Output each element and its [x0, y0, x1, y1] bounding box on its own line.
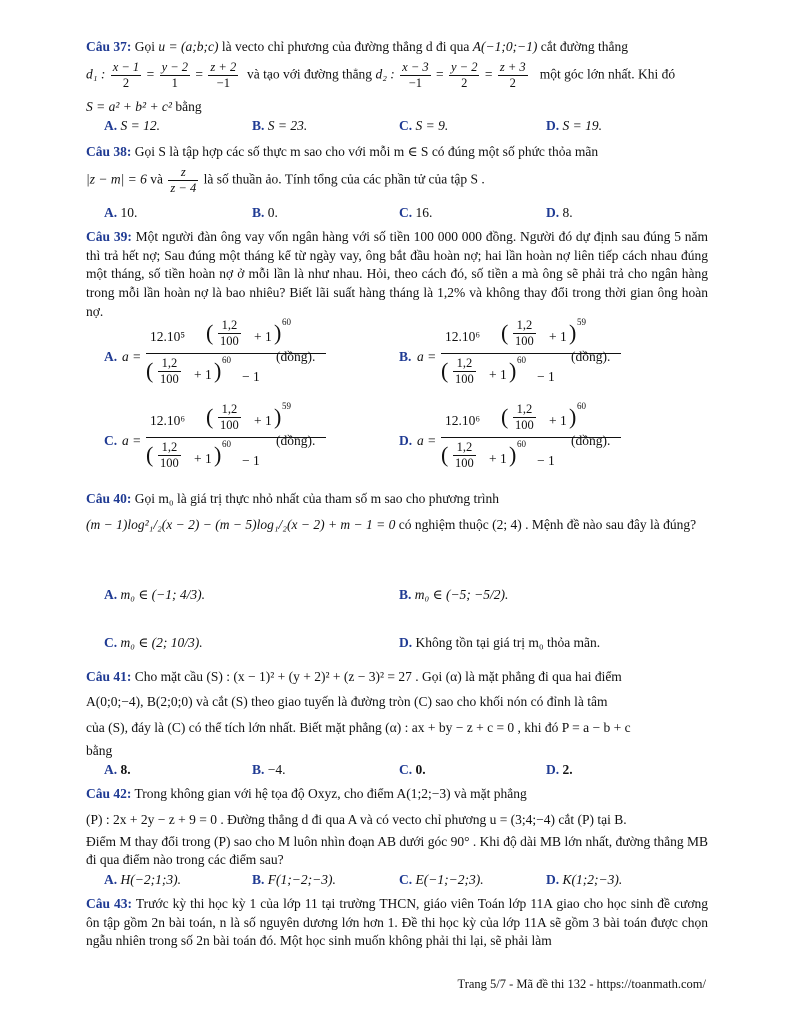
option-b[interactable]: B. m₀ ∈ (−5; −5/2). — [399, 587, 509, 602]
option-c[interactable]: C. 16. — [399, 205, 433, 220]
option-c[interactable]: C. 0. — [399, 762, 426, 777]
question-41: Câu 41: Cho mặt cầu (S) : (x − 1)² + (y + 2)² + (z − 3)² = 27 . Gọi (α) là mặt phẳng đi qua hai điểm — [86, 669, 622, 684]
options-39-cd: C. a = 12.10⁶ ( $\frac{1,2}{100}$ + 1 ) 59 ( $\frac{1,2}{100}$ + 1 ) 60 − 1 (đồng). D. a = 12.10⁶ ( $\frac{1,2}{100}$ + 1 ) 60 ( $\frac{1,2}{100}$ + 1 ) 60 − 1 (đồng). — [86, 402, 708, 482]
question-37-line2: d₁ : $\frac{x - 1}{2}$ = $\frac{y - 2}{1}$ = $\frac{z + 2}{-1}$ và tạo với đường thẳng d₂ : $\frac{x - 3}{-1}$ = $\frac{y - 2}{2}$ = $\frac{z + 3}{2}$ một góc lớn nhất. Khi đó — [86, 60, 676, 90]
question-label: Câu 41: — [86, 669, 132, 684]
option-c[interactable]: C. m₀ ∈ (2; 10/3). — [104, 635, 203, 650]
question-label: Câu 40: — [86, 491, 132, 506]
exam-page: Câu 37: Gọi u = (a;b;c) là vecto chỉ phương của đường thẳng d đi qua A(−1;0;−1) cắt đường thẳng d₁ : $\frac{x - 1}{2}$ = $\frac{y - 2}{1}$ = $\frac{z + 2}{-1}$ và tạo với đường thẳng d₂ : $\frac{x - 3}{-1}$ = $\frac{y - 2}{2}$ = $\frac{z + 3}{2}$ một góc lớn nhất. Khi đó S = a² + b² + c² bằng A. S = 12. B. S = 23. C. S = 9. D. S = 19. Câu 38: Gọi S là tập hợp các số thực m sao cho với mỗi m ∈ S có đúng một số phức thỏa mãn |z − m| = 6 và $\frac{z}{z - 4}$ là số thuần ảo. Tính tổng của các phần tử của tập S . A. 10. B. 0. C. 16. D. 8. Câu 39: Một người đàn ông vay vốn ngân hàng với số tiền 100 000 000 đồng. Người đó dự định sau đúng 5 năm thì trả hết nợ; Sau đúng một tháng kể từ ngày vay, ông bắt đầu hoàn nợ; hai lần hoàn nợ liên tiếp cách nhau đúng một tháng, số tiền hoàn nợ ở mỗi lần là như nhau. Hỏi, theo cách đó, số tiền a mà ông sẽ phải trả cho ngân hàng trong mỗi lần hoàn nợ là bao nhiêu? Biết lãi suất hàng tháng là 1,2% và không thay đổi trong thời gian ông hoàn nợ. A. a = 12.10⁵ ( $\frac{1,2}{100}$ + 1 ) 60 ( $\frac{1,2}{100}$ + 1 ) 60 − 1 (đồng). B. a = 12.10⁶ ( $\frac{1,2}{100}$ + 1 ) 59 ( $\frac{1,2}{100}$ + 1 ) 60 − 1 (đồng). C. a = 12.10⁶ ( $\frac{1,2}{100}$ + 1 ) 59 ( $\frac{1,2}{100}$ + 1 ) 60 − 1 (đồng). D. a = 12.10⁶ ( $\frac{1,2}{100}$ + 1 ) 60 ( $\frac{1,2}{100}$ + 1 ) 60 − 1 (đồng). Câu 40: Gọi m₀ là giá trị thực nhỏ nhất của tham số m sao cho phương trình (m − 1)log²₁/₂(x − 2) − (m − 5)log₁/₂(x − 2) + m − 1 = 0 có nghiệm thuộc (2; 4) . Mệnh đề nào sau đây là đúng? A. m₀ ∈ (−1; 4/3). B. m₀ ∈ (−5; −5/2). C. m₀ ∈ (2; 10/3). D. Không tồn tại giá trị m₀ thỏa mãn. Câu 41: Cho mặt cầu (S) : (x − 1)² + (y + 2)² + (z − 3)² = 27 . Gọi (α) là mặt phẳng đi qua hai điểm A(0;0;−4), B(2;0;0) và cắt (S) theo giao tuyến là đường tròn (C) sao cho khối nón có đỉnh là tâm của (S), đáy là (C) có thể tích lớn nhất. Biết mặt phẳng (α) : ax + by − z + c = 0 , khi đó P = a − b + c bằng A. 8. B. −4. C. 0. D. 2. Câu 42: Trong không gian với hệ tọa độ Oxyz, cho điểm A(1;2;−3) và mặt phẳng (P) : 2x + 2y − z + 9 = 0 . Đường thẳng d đi qua A và có vecto chỉ phương u = (3;4;−4) cắt (P) tại B. Điểm M thay đổi trong (P) sao cho M luôn nhìn đoạn AB dưới góc 90° . Khi độ dài MB lớn nhất, đường thẳng MB đi qua điểm nào trong các điểm sau? A. H(−2;1;3). B. F(1;−2;−3). C. E(−1;−2;3). D. K(1;2;−3). Câu 43: Trước kỳ thi học kỳ 1 của lớp 11 tại trường THCN, giáo viên Toán lớp 11A giao cho học sinh đề cương ôn tập gồm 2n bài toán, n là số nguyên dương lớn hơn 1. Đề thi học kỳ của lớp 11A sẽ gồm 3 bài toán được chọn ngẫu nhiên trong số 2n bài toán đó. Một học sinh muốn không phải thi lại, sẽ phải làm Trang 5/7 - Mã đề thi 132 - https://toanmath.com/ — [86, 39, 709, 991]
option-c[interactable]: C. E(−1;−2;3). — [399, 872, 484, 887]
question-label: Câu 38: — [86, 144, 132, 159]
option-a[interactable]: A. 10. — [104, 205, 138, 220]
question-label: Câu 39: — [86, 229, 132, 244]
vector-u: u = (a;b;c) — [158, 39, 219, 54]
option-c[interactable]: C. S = 9. — [399, 118, 449, 133]
question-40: Câu 40: Gọi m₀ là giá trị thực nhỏ nhất của tham số m sao cho phương trình — [86, 491, 500, 506]
question-label: Câu 37: — [86, 39, 132, 54]
question-39: Câu 39: Một người đàn ông vay vốn ngân hàng với số tiền 100 000 000 đồng. Người đó dự định sau đúng 5 năm thì trả hết nợ; Sau đúng một tháng kể từ ngày vay, ông bắt đầu hoàn nợ; hai lần hoàn nợ liên tiếp cách nhau đúng một tháng, số tiền hoàn nợ ở mỗi lần là như nhau. Hỏi, theo cách đó, số tiền a mà ông sẽ phải trả cho ngân hàng trong mỗi lần hoàn nợ là bao nhiêu? Biết lãi suất hàng tháng là 1,2% và không thay đổi trong thời gian ông hoàn nợ. — [86, 229, 709, 319]
point-a: A(−1;0;−1) — [472, 39, 538, 54]
page-footer: Trang 5/7 - Mã đề thi 132 - https://toanmath.com/ — [457, 977, 706, 991]
option-a[interactable]: A. m₀ ∈ (−1; 4/3). — [104, 587, 206, 602]
option-d[interactable]: D. K(1;2;−3). — [546, 872, 623, 887]
option-d[interactable]: D. 2. — [546, 762, 573, 777]
option-d[interactable]: D. Không tồn tại giá trị m₀ thỏa mãn. — [399, 635, 601, 650]
question-label: Câu 42: — [86, 786, 132, 801]
option-a[interactable]: A. 8. — [104, 762, 131, 777]
question-label: Câu 43: — [86, 896, 133, 911]
options-39-ab: A. a = 12.10⁵ ( $\frac{1,2}{100}$ + 1 ) 60 ( $\frac{1,2}{100}$ + 1 ) 60 − 1 (đồng). B. a = 12.10⁶ ( $\frac{1,2}{100}$ + 1 ) 59 ( $\frac{1,2}{100}$ + 1 ) 60 − 1 (đồng). — [86, 318, 708, 398]
option-b[interactable]: B. S = 23. — [252, 118, 308, 133]
option-d[interactable]: D. S = 19. — [546, 118, 602, 133]
question-42: Câu 42: Trong không gian với hệ tọa độ Oxyz, cho điểm A(1;2;−3) và mặt phẳng — [86, 786, 527, 801]
option-b[interactable]: B. −4. — [252, 762, 286, 777]
equation: (m − 1)log²₁/₂(x − 2) − (m − 5)log₁/₂(x − 2) + m − 1 = 0 — [86, 517, 396, 532]
option-b[interactable]: B. F(1;−2;−3). — [252, 872, 336, 887]
question-37: Câu 37: Gọi u = (a;b;c) là vecto chỉ phương của đường thẳng d đi qua A(−1;0;−1) cắt đường thẳng — [86, 39, 628, 54]
option-a[interactable]: A. H(−2;1;3). — [104, 872, 181, 887]
question-43: Câu 43: Trước kỳ thi học kỳ 1 của lớp 11 tại trường THCN, giáo viên Toán lớp 11A giao cho học sinh đề cương ôn tập gồm 2n bài toán, n là số nguyên dương lớn hơn 1. Đề thi học kỳ của lớp 11A sẽ gồm 3 bài toán được chọn ngẫu nhiên trong số 2n bài toán đó. Một học sinh muốn không phải thi lại, sẽ phải làm — [86, 896, 708, 949]
option-a[interactable]: A. S = 12. — [104, 118, 160, 133]
question-38: Câu 38: Gọi S là tập hợp các số thực m sao cho với mỗi m ∈ S có đúng một số phức thỏa mãn — [86, 144, 599, 159]
option-b[interactable]: B. 0. — [252, 205, 278, 220]
option-d[interactable]: D. 8. — [546, 205, 573, 220]
